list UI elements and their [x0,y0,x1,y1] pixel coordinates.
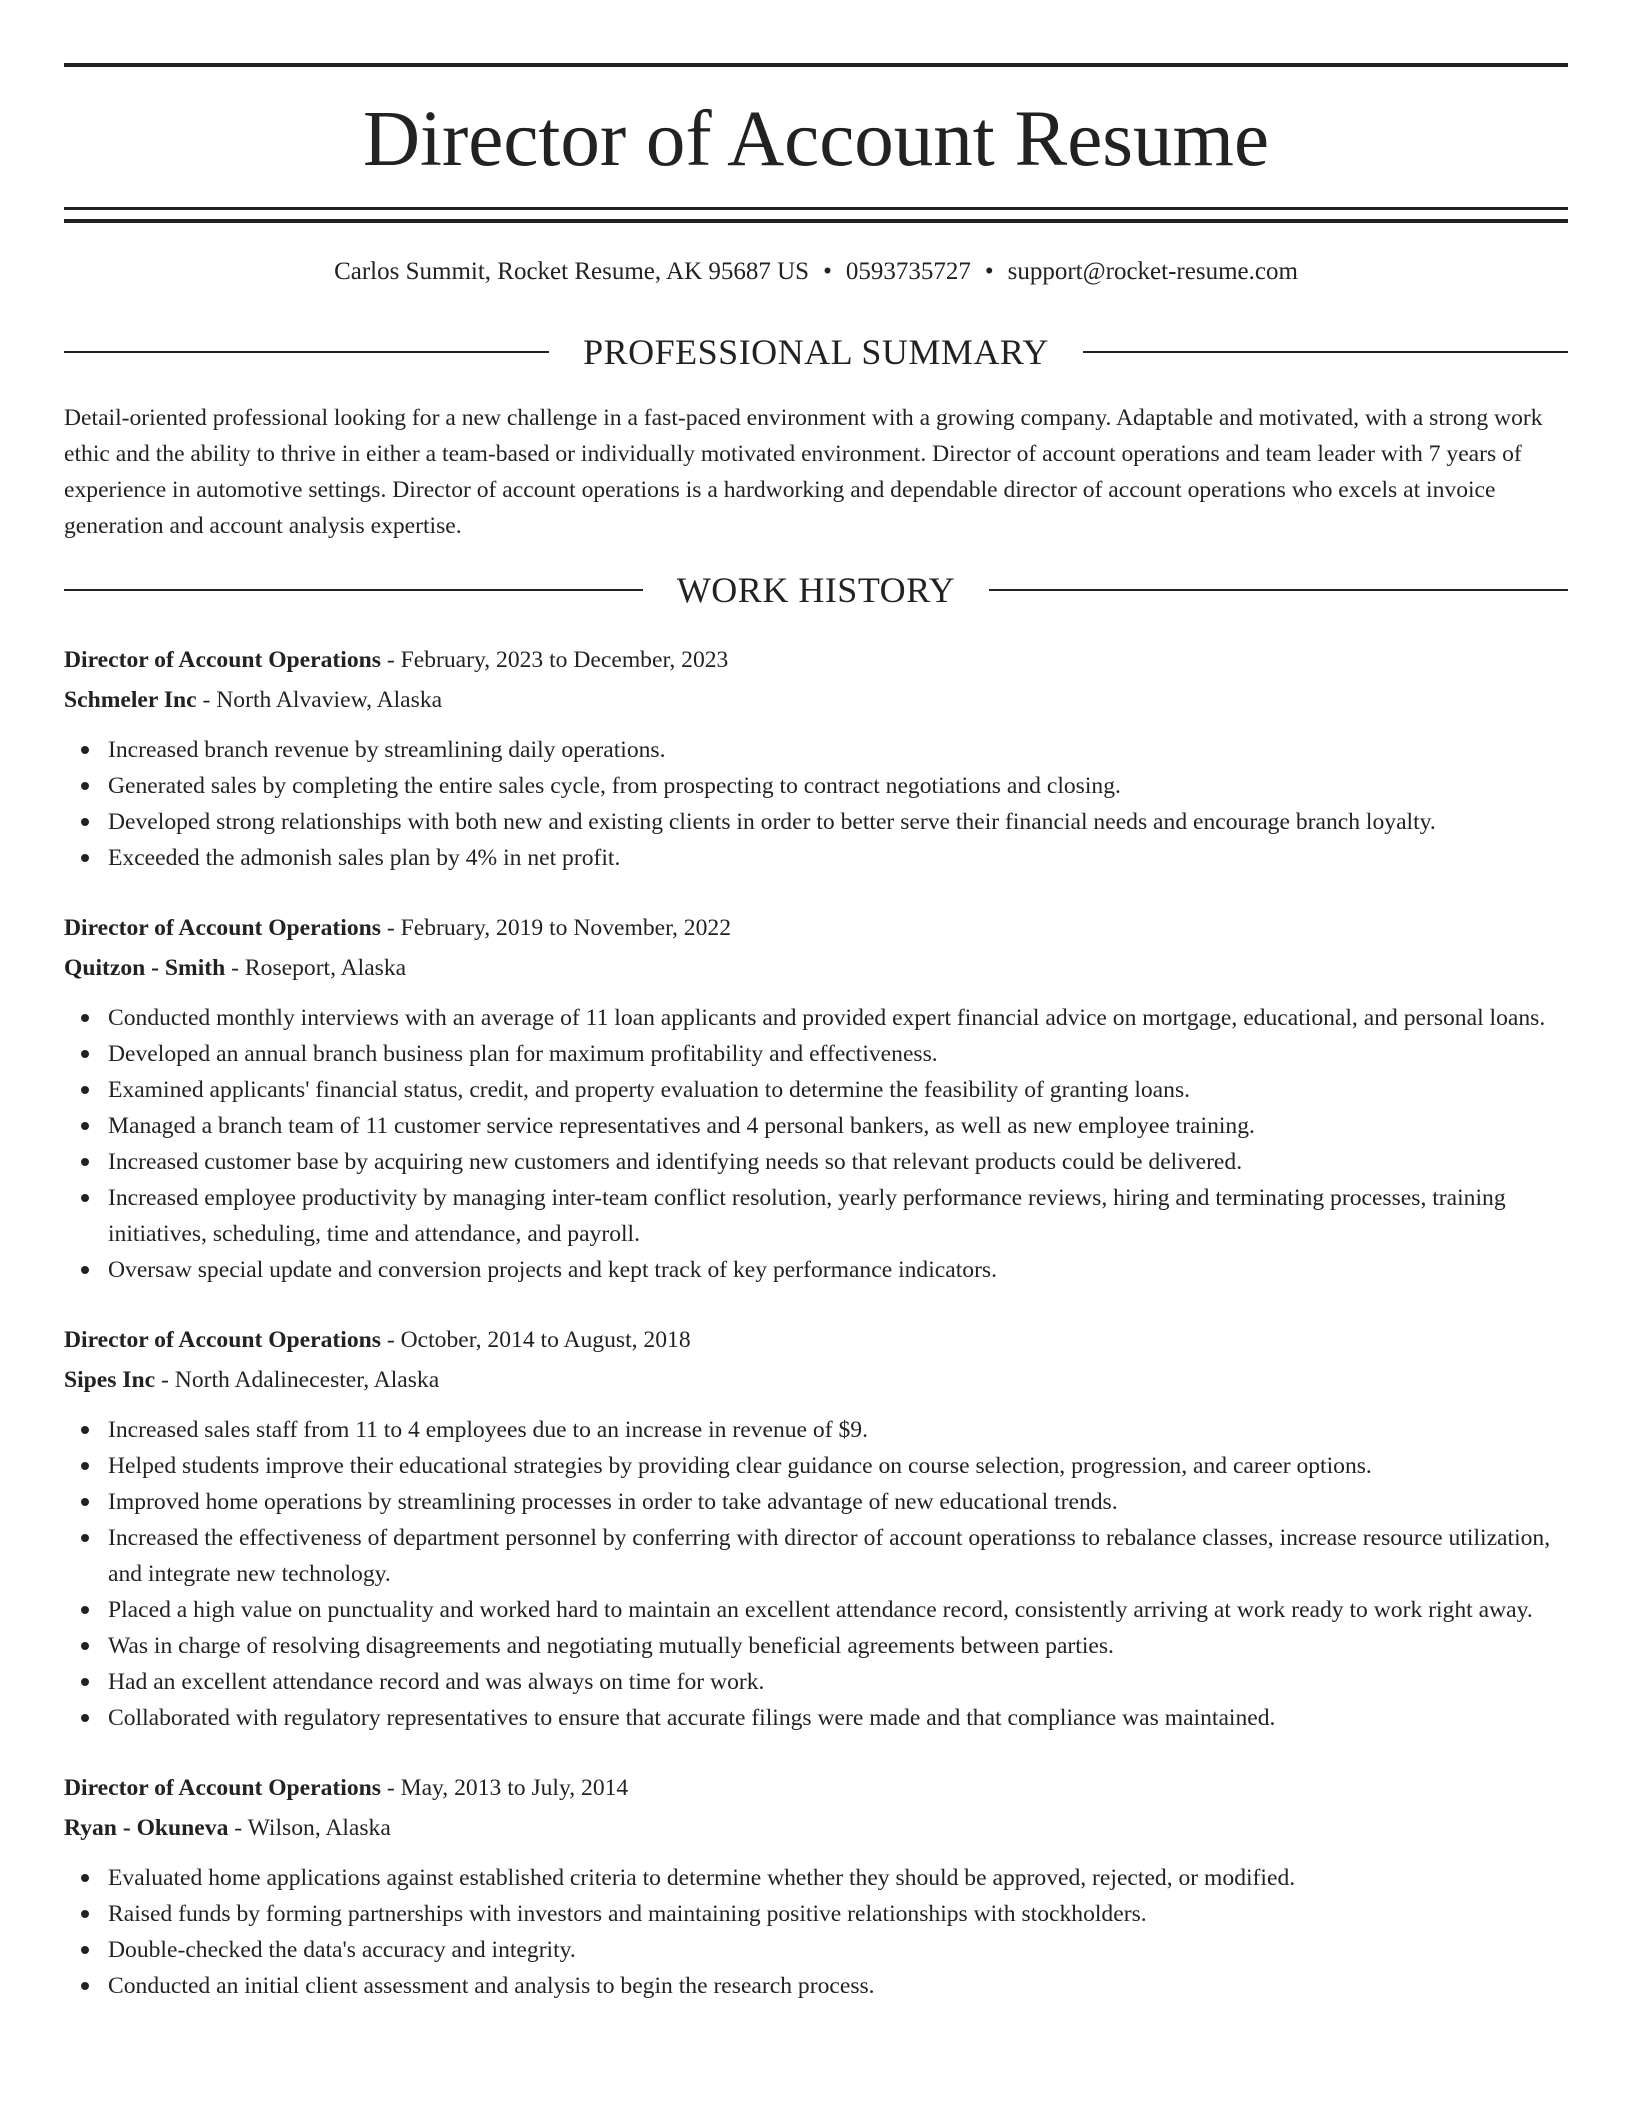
contact-separator: • [984,258,994,285]
job-bullet-list [64,1412,1568,1736]
job-bullet-item: Was in charge of resolving disagreements and negotiating mutually beneficial agreements between parties. [108,1628,1568,1664]
job-bullet-item: Evaluated home applications against established criteria to determine whether they should be approved, rejected, or modified. [108,1860,1568,1896]
job-bullet-item: Developed strong relationships with both new and existing clients in order to better serve their financial needs and encourage branch loyalty. [108,804,1568,840]
job-company-line: Schmeler Inc - North Alvaview, Alaska [64,687,443,713]
job-dates: October, 2014 to August, 2018 [400,1327,691,1353]
job-bullet-item: Helped students improve their educational strategies by providing clear guidance on course selection, progression, and career options. [108,1448,1568,1484]
work-history-list [64,640,1568,2036]
job-title: Director of Account Operations [64,1327,381,1353]
job-company-line: Quitzon - Smith - Roseport, Alaska [64,955,407,981]
section-heading-label: PROFESSIONAL SUMMARY [583,332,1049,372]
job-bullet-list [64,1000,1568,1288]
job-bullet-item: Examined applicants' financial status, credit, and property evaluation to determine the feasibility of granting loans. [108,1072,1568,1108]
job-entry [64,1768,1568,2004]
job-company-line: Sipes Inc - North Adalinecester, Alaska [64,1367,440,1393]
job-bullet-item: Conducted monthly interviews with an average of 11 loan applicants and provided expert financial advice on mortgage, educational, and personal loans. [108,1000,1568,1036]
section-heading-label: WORK HISTORY [676,570,956,610]
job-company: Quitzon - Smith [64,955,226,981]
professional-summary-heading [64,330,1568,374]
heading-rule-left [64,589,643,591]
title-double-rule [64,207,1568,223]
job-company: Sipes Inc [64,1367,156,1393]
job-dates: February, 2023 to December, 2023 [400,647,729,673]
job-title-line: Director of Account Operations - October, 2014 to August, 2018 [64,1327,691,1353]
job-bullet-item: Developed an annual branch business plan for maximum profitability and effectiveness. [108,1036,1568,1072]
job-bullet-item: Oversaw special update and conversion projects and kept track of key performance indicators. [108,1252,1568,1288]
job-company-line: Ryan - Okuneva - Wilson, Alaska [64,1815,391,1841]
job-bullet-item: Generated sales by completing the entire sales cycle, from prospecting to contract negotiations and closing. [108,768,1568,804]
work-history-heading [64,568,1568,612]
job-bullet-list [64,732,1568,876]
job-bullet-item: Increased customer base by acquiring new customers and identifying needs so that relevant products could be delivered. [108,1144,1568,1180]
heading-rule-left [64,351,549,353]
job-bullet-item: Increased employee productivity by managing inter-team conflict resolution, yearly performance reviews, hiring and terminating processes, training initiatives, scheduling, time and attendance, and payroll. [108,1180,1568,1252]
job-bullet-item: Had an excellent attendance record and was always on time for work. [108,1664,1568,1700]
job-dates: May, 2013 to July, 2014 [400,1775,629,1801]
job-entry [64,640,1568,876]
job-location: North Adalinecester, Alaska [174,1367,440,1393]
job-dates: February, 2019 to November, 2022 [400,915,731,941]
job-company: Schmeler Inc [64,687,197,713]
job-bullet-item: Improved home operations by streamlining processes in order to take advantage of new educational trends. [108,1484,1568,1520]
job-bullet-item: Raised funds by forming partnerships with investors and maintaining positive relationships with stockholders. [108,1896,1568,1932]
job-bullet-list [64,1860,1568,2004]
contact-line [64,254,1568,290]
job-title-line: Director of Account Operations - May, 2013 to July, 2014 [64,1775,629,1801]
job-bullet-item: Increased branch revenue by streamlining daily operations. [108,732,1568,768]
job-location: Roseport, Alaska [244,955,407,981]
job-bullet-item: Increased the effectiveness of department personnel by conferring with director of account operationss to rebalance classes, increase resource utilization, and integrate new technology. [108,1520,1568,1592]
job-bullet-item: Exceeded the admonish sales plan by 4% in net profit. [108,840,1568,876]
contact-phone: 0593735727 [845,258,971,285]
job-bullet-item: Collaborated with regulatory representatives to ensure that accurate filings were made and that compliance was maintained. [108,1700,1568,1736]
job-location: Wilson, Alaska [247,1815,391,1841]
job-bullet-item: Managed a branch team of 11 customer service representatives and 4 personal bankers, as well as new employee training. [108,1108,1568,1144]
job-bullet-item: Conducted an initial client assessment and analysis to begin the research process. [108,1968,1568,2004]
job-bullet-item: Placed a high value on punctuality and worked hard to maintain an excellent attendance record, consistently arriving at work ready to work right away. [108,1592,1568,1628]
heading-rule-right [989,589,1568,591]
job-company: Ryan - Okuneva [64,1815,229,1841]
contact-separator: • [823,258,832,285]
contact-address: Carlos Summit, Rocket Resume, AK 95687 US [334,258,810,285]
resume-title: Director of Account Resume [362,96,1270,183]
top-rule [64,63,1568,67]
job-bullet-item: Increased sales staff from 11 to 4 employees due to an increase in revenue of $9. [108,1412,1568,1448]
job-entry [64,908,1568,1288]
job-entry [64,1320,1568,1736]
job-location: North Alvaview, Alaska [216,687,443,713]
job-title-line: Director of Account Operations - February, 2019 to November, 2022 [64,915,731,941]
heading-rule-right [1083,351,1568,353]
contact-email: support@rocket-resume.com [1007,258,1298,285]
job-title: Director of Account Operations [64,1775,381,1801]
job-title: Director of Account Operations [64,915,381,941]
job-title-line: Director of Account Operations - February, 2023 to December, 2023 [64,647,729,673]
professional-summary-text: Detail-oriented professional looking for a new challenge in a fast-paced environment with a growing company. Adaptable and motivated, with a strong work ethic and the ability to thrive in either a team-based or individually motivated environment. Director of account operations and team leader with 7 years of experience in automotive settings. Director of account operations is a hardworking and dependable director of account operations who excels at invoice generation and account analysis expertise. [64,405,1543,539]
job-title: Director of Account Operations [64,647,381,673]
job-bullet-item: Double-checked the data's accuracy and integrity. [108,1932,1568,1968]
